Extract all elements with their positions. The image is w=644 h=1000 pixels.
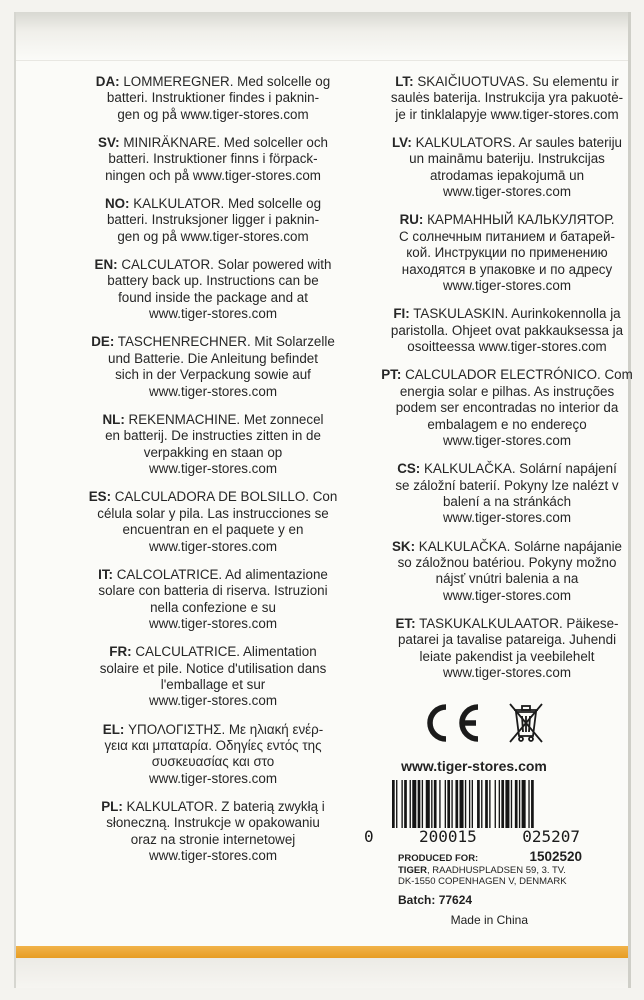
entry-text: solaire et pile. Notice d'utilisation dans [99, 660, 327, 676]
entry-text: gen og på www.tiger-stores.com [117, 228, 309, 244]
entry-text: so záložnou batériou. Pokyny možno [397, 554, 617, 570]
left-language-column [78, 74, 348, 876]
entry-line [78, 661, 348, 677]
language-entry [78, 567, 348, 633]
entry-text: www.tiger-stores.com [149, 615, 277, 631]
website-url: www.tiger-stores.com [401, 758, 547, 774]
entry-text: batteri. Instruktioner finns i förpack- [108, 151, 318, 167]
entry-text: atrodamas iepakojumā un [429, 167, 585, 183]
entry-text: CALCULADORA DE BOLSILLO. Con [114, 489, 338, 505]
language-code: DE: [91, 334, 115, 350]
entry-text: www.tiger-stores.com [149, 383, 277, 399]
entry-line [78, 306, 348, 322]
entry-text: www.tiger-stores.com [443, 184, 571, 200]
entry-text: batteri. Instruksjoner ligger i paknin- [106, 212, 320, 228]
language-code: CS: [397, 461, 421, 477]
language-code: PT: [381, 367, 402, 383]
entry-text: CALCULATRICE. Alimentation [135, 644, 317, 660]
entry-text: TASCHENRECHNER. Mit Solarzelle [117, 334, 335, 350]
language-code: RU: [399, 212, 424, 228]
entry-text: found inside the package and at [118, 289, 308, 305]
entry-text: gen og på www.tiger-stores.com [117, 106, 309, 122]
language-entry [372, 306, 642, 355]
entry-line [78, 722, 348, 738]
language-entry [78, 334, 348, 400]
entry-text: osoitteessa www.tiger-stores.com [407, 339, 607, 355]
entry-text: célula solar y pila. Las instrucciones se [97, 505, 329, 521]
entry-line [372, 400, 642, 416]
entry-text: embalagem e no endereço [427, 416, 587, 432]
compliance-marks [402, 702, 572, 744]
entry-line [78, 367, 348, 383]
box-top-flap [16, 12, 628, 61]
language-entry [78, 489, 348, 555]
entry-line [372, 212, 642, 228]
product-number: 1502520 [529, 849, 582, 864]
entry-line [78, 461, 348, 477]
barcode-icon [392, 780, 572, 828]
language-code: IT: [98, 566, 113, 582]
entry-text: se záložní baterií. Pokyny lze nalézt v [395, 477, 619, 493]
entry-line [372, 245, 642, 261]
ce-mark-icon [430, 707, 478, 739]
entry-line [78, 583, 348, 599]
entry-line [78, 135, 348, 151]
entry-line [372, 478, 642, 494]
entry-text: www.tiger-stores.com [149, 538, 277, 554]
entry-line [372, 74, 642, 90]
language-entry [78, 644, 348, 710]
entry-text: CALCULADOR ELECTRÓNICO. Com [405, 367, 633, 383]
entry-line [78, 273, 348, 289]
entry-line [372, 278, 642, 294]
language-entry [372, 212, 642, 294]
entry-text: www.tiger-stores.com [443, 432, 571, 448]
entry-line [78, 738, 348, 754]
language-code: FI: [393, 306, 410, 322]
barcode-digit-group: 200015 [419, 827, 477, 846]
entry-text: www.tiger-stores.com [443, 665, 571, 681]
entry-line [78, 693, 348, 709]
entry-line [78, 522, 348, 538]
entry-line [372, 649, 642, 665]
entry-line [78, 196, 348, 212]
language-code: FR: [109, 644, 132, 660]
entry-text: podem ser encontradas no interior da [395, 400, 619, 416]
entry-text: oraz na stronie internetowej [130, 831, 296, 847]
entry-text: leiate pakendist ja veebilehelt [419, 648, 595, 664]
orange-stripe [16, 946, 628, 958]
barcode-digit-group: 025207 [522, 827, 580, 846]
language-code: SK: [391, 538, 416, 554]
entry-text: nella confezione e su [150, 599, 276, 615]
entry-line [78, 445, 348, 461]
language-entry [372, 135, 642, 201]
language-entry [78, 257, 348, 323]
weee-crossed-bin-icon [510, 704, 542, 742]
entry-line [78, 799, 348, 815]
language-entry [372, 461, 642, 527]
entry-line [78, 151, 348, 167]
entry-line [78, 412, 348, 428]
entry-line [372, 494, 642, 510]
entry-line [372, 510, 642, 526]
entry-text: un maināmu bateriju. Instrukcijas [409, 151, 605, 167]
language-entry [78, 799, 348, 865]
entry-line [78, 428, 348, 444]
entry-line [372, 555, 642, 571]
entry-text: SKAIČIUOTUVAS. Su elementu ir [417, 74, 619, 89]
entry-text: je ir tinklalapyje www.tiger-stores.com [395, 106, 619, 122]
entry-text: en batterij. De instructies zitten in de [105, 428, 321, 444]
entry-line [372, 539, 642, 555]
language-code: NL: [102, 411, 125, 427]
entry-text: encuentran en el paquete y en [122, 522, 304, 538]
entry-text: słoneczną. Instrukcje w opakowaniu [106, 815, 320, 831]
entry-line [372, 588, 642, 604]
entry-line [78, 74, 348, 90]
entry-text: www.tiger-stores.com [149, 848, 277, 864]
entry-line [372, 665, 642, 681]
entry-text: www.tiger-stores.com [149, 461, 277, 477]
entry-line [372, 168, 642, 184]
entry-line [78, 489, 348, 505]
entry-text: γεια και μπαταρία. Οδηγίες εντός της [104, 737, 322, 753]
entry-line [372, 384, 642, 400]
entry-text: www.tiger-stores.com [443, 587, 571, 603]
entry-line [372, 367, 642, 383]
entry-line [372, 262, 642, 278]
language-entry [372, 616, 642, 682]
entry-line [372, 571, 642, 587]
barcode-number [364, 827, 580, 846]
entry-text: verpakking en staan op [143, 444, 283, 460]
entry-text: KALKULATOR. Med solcelle og [133, 196, 322, 212]
entry-line [78, 212, 348, 228]
entry-line [78, 257, 348, 273]
entry-line [78, 815, 348, 831]
producer-info [398, 851, 582, 927]
company-name: TIGER [398, 864, 428, 876]
entry-line [372, 632, 642, 648]
entry-text: CALCOLATRICE. Ad alimentazione [116, 566, 328, 582]
language-entry [78, 135, 348, 184]
language-entry [78, 74, 348, 123]
entry-line [372, 417, 642, 433]
language-code: EN: [94, 257, 118, 273]
right-language-column [372, 74, 642, 693]
barcode-digit-group: 0 [364, 827, 374, 846]
entry-text: KALKULATOR. Z baterią zwykłą i [126, 799, 325, 814]
entry-text: С солнечным питанием и батарей- [399, 228, 615, 244]
entry-text: www.tiger-stores.com [443, 510, 571, 526]
address-line-2: DK-1550 COPENHAGEN V, DENMARK [398, 876, 567, 887]
entry-line [78, 168, 348, 184]
entry-text: KALKULAČKA. Solární napájení [424, 461, 617, 477]
language-entry [372, 367, 642, 449]
entry-line [78, 616, 348, 632]
language-code: SV: [98, 135, 120, 151]
entry-line [78, 848, 348, 864]
entry-text: paristolla. Ohjeet ovat pakkauksessa ja [390, 322, 624, 338]
entry-text: batteri. Instruktioner findes i paknin- [106, 90, 320, 106]
entry-text: CALCULATOR. Solar powered with [121, 257, 332, 273]
entry-line [78, 90, 348, 106]
entry-line [78, 506, 348, 522]
entry-line [372, 184, 642, 200]
entry-line [78, 334, 348, 350]
entry-line [78, 107, 348, 123]
language-code: ES: [88, 489, 112, 505]
entry-line [78, 384, 348, 400]
entry-line [372, 135, 642, 151]
batch-number: 77624 [438, 892, 473, 907]
language-code: DA: [95, 74, 120, 89]
batch-label: Batch: [398, 892, 436, 907]
entry-text: www.tiger-stores.com [443, 278, 571, 294]
language-code: PL: [101, 799, 123, 814]
language-code: LV: [392, 135, 412, 151]
entry-text: energia solar e pilhas. As instruções [399, 383, 615, 399]
language-code: EL: [102, 721, 125, 737]
entry-line [78, 290, 348, 306]
entry-line [78, 771, 348, 787]
entry-text: находятся в упаковке и по адресу [401, 261, 613, 277]
language-entry [78, 196, 348, 245]
entry-text: KALKULAČKA. Solárne napájanie [418, 538, 623, 554]
language-entry [372, 74, 642, 123]
entry-line [372, 306, 642, 322]
entry-text: KALKULATORS. Ar saules bateriju [415, 135, 622, 151]
entry-line [78, 677, 348, 693]
language-code: ET: [395, 615, 416, 631]
entry-line [78, 539, 348, 555]
entry-text: www.tiger-stores.com [149, 693, 277, 709]
entry-text: solare con batteria di riserva. Istruzioni [98, 583, 328, 599]
language-entry [78, 722, 348, 788]
entry-line [78, 229, 348, 245]
entry-line [372, 616, 642, 632]
entry-text: TASKUKALKULAATOR. Päikese- [419, 615, 619, 631]
entry-text: balení a na stránkách [442, 493, 572, 509]
produced-for-label: PRODUCED FOR: [398, 853, 479, 864]
entry-text: συσκευασίας και στο [151, 754, 275, 770]
entry-line [78, 600, 348, 616]
entry-text: кой. Инструкции по применению [406, 245, 608, 261]
entry-text: LOMMEREGNER. Med solcelle og [123, 74, 331, 89]
entry-line [372, 229, 642, 245]
entry-text: battery back up. Instructions can be [107, 273, 319, 289]
entry-line [372, 151, 642, 167]
language-entry [78, 412, 348, 478]
entry-text: nájsť vnútri balenia a na [435, 571, 579, 587]
entry-text: und Batterie. Die Anleitung befindet [108, 350, 318, 366]
entry-text: MINIRÄKNARE. Med solceller och [123, 135, 328, 151]
entry-text: ningen och på www.tiger-stores.com [105, 167, 321, 183]
box-bottom-flap [16, 958, 628, 988]
language-code: NO: [104, 196, 130, 212]
entry-text: ΥΠΟΛΟΓΙΣΤΗΣ. Με ηλιακή ενέρ- [128, 721, 324, 737]
entry-text: КАРМАННЫЙ КАЛЬКУЛЯТОР. [427, 212, 615, 228]
language-code: LT: [395, 74, 414, 89]
entry-line [78, 832, 348, 848]
entry-text: www.tiger-stores.com [149, 770, 277, 786]
entry-text: saulės baterija. Instrukcija yra pakuotė- [390, 90, 624, 106]
entry-line [78, 644, 348, 660]
entry-line [372, 90, 642, 106]
entry-text: patarei ja tavalise patareiga. Juhendi [397, 632, 617, 648]
entry-text: TASKULASKIN. Aurinkokennolla ja [413, 306, 621, 322]
entry-line [78, 567, 348, 583]
entry-line [78, 351, 348, 367]
entry-line [372, 107, 642, 123]
entry-text: l'emballage et sur [160, 676, 266, 692]
entry-line [372, 433, 642, 449]
entry-text: www.tiger-stores.com [149, 306, 277, 322]
entry-text: sich in der Verpackung sowie auf [115, 367, 311, 383]
entry-line [372, 323, 642, 339]
entry-text: REKENMACHINE. Met zonnecel [128, 411, 324, 427]
entry-line [372, 339, 642, 355]
language-entry [372, 539, 642, 605]
entry-line [372, 461, 642, 477]
entry-line [78, 754, 348, 770]
address-line-1: , RAADHUSPLADSEN 59, 3. TV. [427, 864, 566, 876]
country-of-origin: Made in China [450, 913, 528, 927]
